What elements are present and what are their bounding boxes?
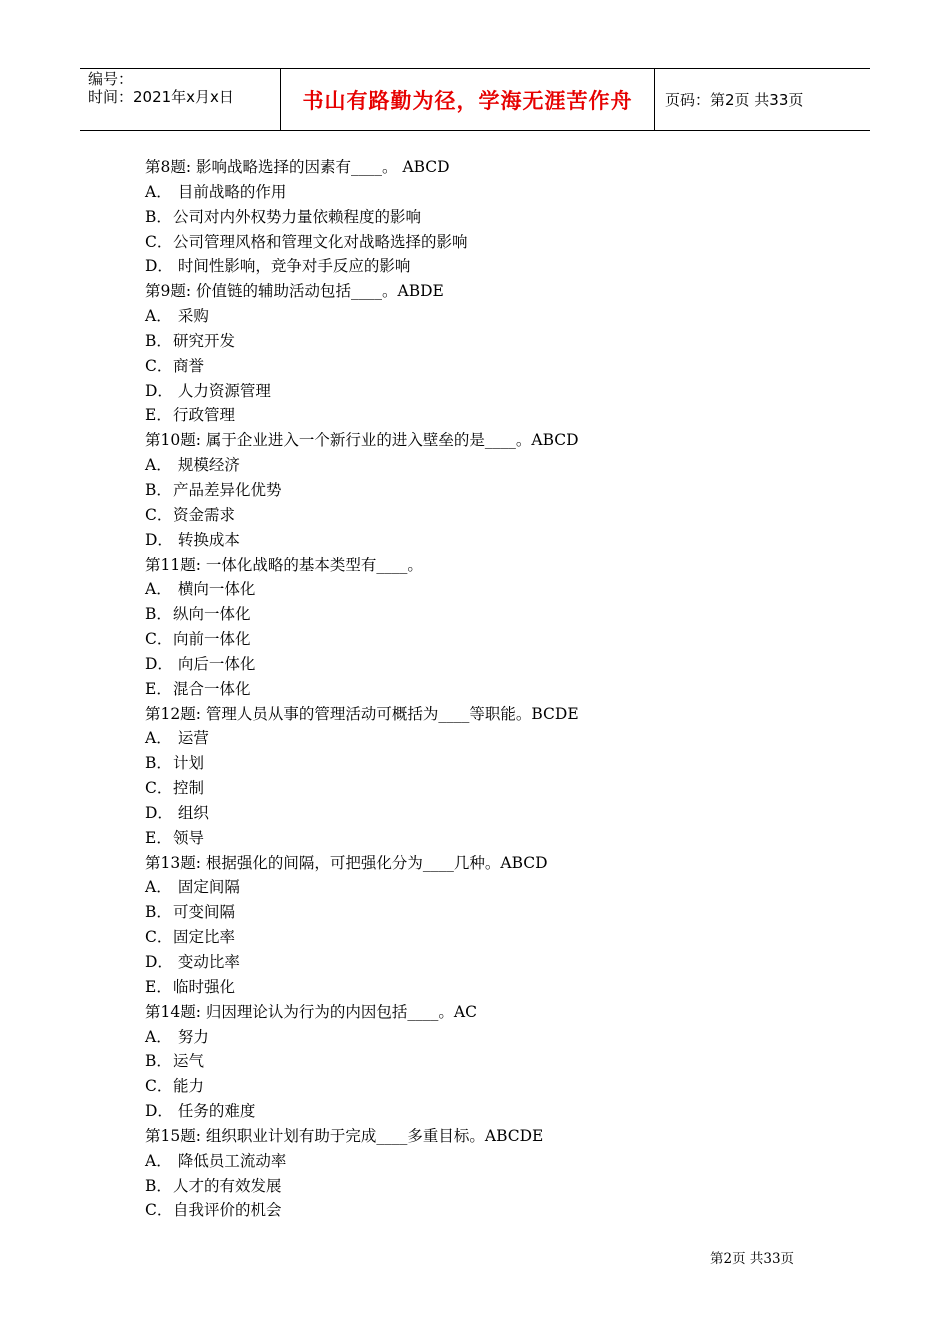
option-text: 控制 (173, 779, 205, 798)
option-letter: C． (145, 232, 173, 251)
option-text: 领导 (173, 828, 205, 847)
option-text: 自我评价的机会 (173, 1201, 282, 1220)
option-letter: A． (145, 182, 172, 201)
question-option (145, 354, 845, 379)
question-option (145, 379, 845, 404)
question-option (145, 726, 845, 751)
option-letter: D． (145, 530, 173, 549)
question-option (145, 975, 845, 1000)
option-letter: E． (145, 679, 172, 698)
option-text: 向前一体化 (173, 630, 251, 649)
option-text: 努力 (173, 1027, 209, 1046)
question-stem: 第13题: 根据强化的间隔，可把强化分为____几种。ABCD (145, 853, 548, 872)
question-option (145, 801, 845, 826)
option-letter: D． (145, 654, 173, 673)
header-motto: 书山有路勤为径，学海无涯苦作舟 (281, 69, 655, 130)
option-letter: E． (145, 828, 172, 847)
option-text: 能力 (173, 1077, 205, 1096)
option-letter: B． (145, 903, 172, 922)
option-letter: C． (145, 779, 173, 798)
option-letter: E． (145, 977, 172, 996)
question-option (145, 875, 845, 900)
option-text: 混合一体化 (173, 679, 251, 698)
option-text: 人才的有效发展 (173, 1176, 282, 1195)
option-text: 运营 (173, 729, 209, 748)
option-letter: B． (145, 605, 172, 624)
question-option (145, 1174, 845, 1199)
option-letter: D． (145, 953, 173, 971)
question-option (145, 1099, 845, 1124)
question-option (145, 528, 845, 553)
question-option (145, 925, 845, 950)
number-label: 编号： (88, 70, 134, 88)
question-option (145, 478, 845, 503)
question-option (145, 1149, 845, 1174)
option-text: 固定比率 (173, 928, 236, 947)
question-option (145, 254, 845, 279)
option-letter: C． (145, 1077, 173, 1096)
option-letter: C． (145, 505, 173, 524)
question-stem: 第9题: 价值链的辅助活动包括____。ABDE (145, 282, 444, 301)
option-text: 向后一体化 (173, 654, 256, 673)
option-text: 资金需求 (173, 505, 236, 524)
option-letter: B． (145, 331, 172, 350)
option-text: 变动比率 (173, 953, 240, 971)
option-letter: D． (145, 803, 173, 822)
option-text: 产品差异化优势 (173, 480, 282, 499)
option-letter: D． (145, 257, 173, 276)
option-letter: B． (145, 1052, 172, 1071)
question-stem: 第12题: 管理人员从事的管理活动可概括为____等职能。BCDE (145, 704, 579, 723)
question-option (145, 627, 845, 652)
question-option (145, 1198, 845, 1223)
option-text: 横向一体化 (173, 580, 256, 599)
header-meta (80, 69, 281, 130)
question-option (145, 304, 845, 329)
option-text: 可变间隔 (173, 903, 236, 922)
question-option (145, 205, 845, 230)
option-letter: D． (145, 381, 173, 400)
option-text: 纵向一体化 (173, 605, 251, 624)
question-option (145, 652, 845, 677)
header-page-info: 页码：第2页 共33页 (665, 91, 804, 109)
page-header (80, 68, 870, 131)
option-letter: D． (145, 1102, 173, 1121)
question-stem: 第10题: 属于企业进入一个新行业的进入壁垒的是____。ABCD (145, 431, 579, 450)
option-text: 时间性影响，竞争对手反应的影响 (173, 257, 411, 276)
question-option (145, 503, 845, 528)
option-letter: C． (145, 356, 173, 375)
option-letter: B． (145, 1176, 172, 1195)
option-text: 计划 (173, 754, 205, 773)
option-letter: C． (145, 928, 173, 947)
option-text: 降低员工流动率 (173, 1151, 287, 1170)
question-option (145, 577, 845, 602)
question-option (145, 950, 845, 975)
option-letter: B． (145, 207, 172, 226)
question-option (145, 776, 845, 801)
option-letter: A． (145, 456, 172, 475)
option-letter: C． (145, 1201, 173, 1220)
question-option (145, 826, 845, 851)
question-stem: 第11题: 一体化战略的基本类型有____。 (145, 555, 423, 574)
option-text: 固定间隔 (173, 878, 240, 897)
option-text: 公司对内外权势力量依赖程度的影响 (173, 207, 422, 226)
option-text: 组织 (173, 803, 209, 822)
page-footer: 第2页 共33页 (710, 1251, 795, 1267)
option-text: 转换成本 (173, 530, 240, 549)
question-list (145, 155, 845, 1223)
option-letter: E． (145, 406, 172, 425)
option-letter: C． (145, 630, 173, 649)
option-text: 商誉 (173, 356, 205, 375)
question-option (145, 900, 845, 925)
option-text: 临时强化 (173, 977, 236, 996)
question-option (145, 677, 845, 702)
option-letter: A． (145, 878, 172, 897)
option-letter: A． (145, 1151, 172, 1170)
option-letter: A． (145, 580, 172, 599)
question-option (145, 180, 845, 205)
option-text: 目前战略的作用 (173, 182, 287, 201)
question-option (145, 230, 845, 255)
option-letter: B． (145, 480, 172, 499)
option-text: 任务的难度 (173, 1102, 256, 1121)
option-text: 采购 (173, 307, 209, 326)
option-letter: B． (145, 754, 172, 773)
question-stem: 第8题: 影响战略选择的因素有____。 ABCD (145, 158, 450, 176)
question-option (145, 751, 845, 776)
question-stem: 第15题: 组织职业计划有助于完成____多重目标。ABCDE (145, 1126, 544, 1145)
question-option (145, 403, 845, 428)
option-text: 研究开发 (173, 331, 236, 350)
option-text: 规模经济 (173, 456, 240, 475)
question-option (145, 453, 845, 478)
time-label: 时间：2021年x月x日 (88, 88, 234, 106)
question-option (145, 1025, 845, 1050)
question-option (145, 329, 845, 354)
option-letter: A． (145, 729, 172, 748)
question-option (145, 602, 845, 627)
option-text: 人力资源管理 (173, 381, 271, 400)
question-option (145, 1074, 845, 1099)
option-text: 行政管理 (173, 406, 236, 425)
option-letter: A． (145, 307, 172, 326)
question-option (145, 1049, 845, 1074)
question-stem: 第14题: 归因理论认为行为的内因包括____。AC (145, 1002, 477, 1021)
option-text: 运气 (173, 1052, 205, 1071)
option-letter: A． (145, 1027, 172, 1046)
option-text: 公司管理风格和管理文化对战略选择的影响 (173, 232, 468, 251)
